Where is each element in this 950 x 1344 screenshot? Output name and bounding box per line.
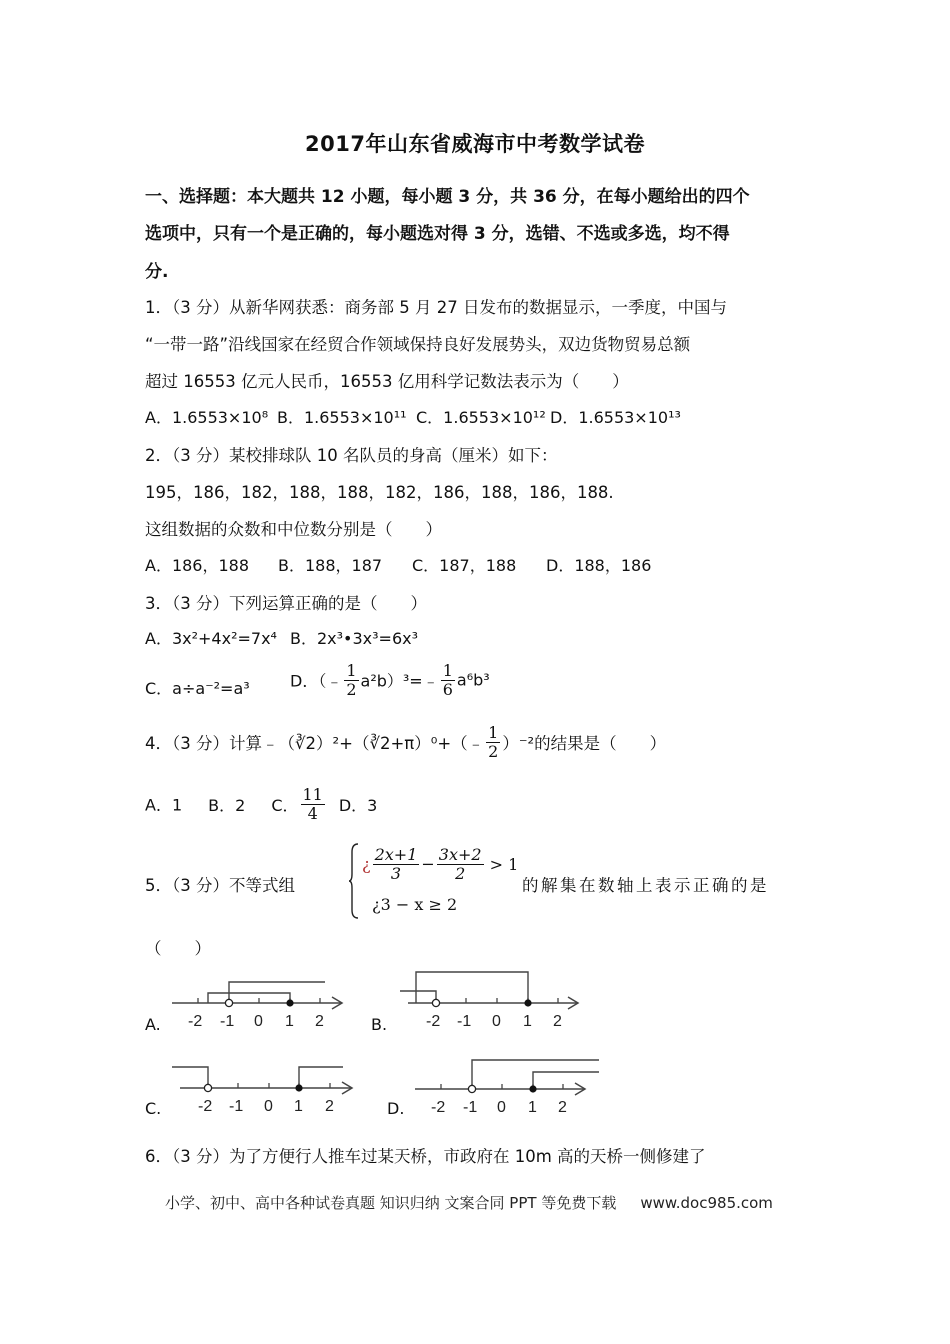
- q1-option-a: A．1.6553×10⁸: [145, 408, 269, 427]
- q5-suffix: 的解集在数轴上表示正确的是: [522, 876, 769, 895]
- q2-line3: 这组数据的众数和中位数分别是（ ）: [145, 520, 442, 539]
- q1-option-c: C．1.6553×10¹²: [416, 408, 546, 427]
- q5-frac1: [373, 846, 420, 882]
- tick-b-0: 0: [492, 1013, 501, 1030]
- q5-system-line1: [362, 846, 518, 882]
- q5-numberline-c: [168, 1059, 358, 1119]
- q5-frac2-num: 3x+2: [438, 845, 482, 864]
- q5-label-a: A.: [145, 1015, 161, 1034]
- q5-label-c: C.: [145, 1099, 162, 1118]
- q5-sys-minus: −: [421, 854, 435, 874]
- q5-sys-mark: ¿: [362, 854, 371, 874]
- q2-option-c: C．187，188: [412, 556, 517, 575]
- q5-brace: [348, 842, 360, 920]
- q3-d-fraction-2: [441, 662, 455, 698]
- q3-d-prefix: D．（﹣: [290, 671, 343, 691]
- q4-option-row: [145, 786, 377, 822]
- tick-c-m1: -1: [229, 1098, 244, 1115]
- q2-option-d: D．188，186: [546, 556, 652, 575]
- tick-d-0: 0: [497, 1099, 506, 1116]
- q5-frac2-den: 2: [455, 863, 466, 883]
- q6-line1: 6．（3 分）为了方便行人推车过某天桥，市政府在 10m 高的天桥一侧修建了: [145, 1147, 706, 1166]
- q4-fraction: [486, 724, 500, 760]
- q2-line1: 2．（3 分）某校排球队 10 名队员的身高（厘米）如下：: [145, 446, 558, 465]
- tick-c-0: 0: [264, 1098, 273, 1115]
- q4-suffix: ）⁻²的结果是（ ）: [502, 734, 667, 754]
- footer: [165, 1192, 773, 1213]
- tick-b-1: 1: [523, 1013, 532, 1030]
- tick-c-2: 2: [325, 1098, 334, 1115]
- tick-a-m1: -1: [220, 1013, 235, 1030]
- section-heading-line1: 一、选择题：本大题共 12 小题，每小题 3 分，共 36 分，在每小题给出的四个: [145, 187, 750, 207]
- q3-option-d: [290, 662, 490, 698]
- q5-blank: （ ）: [145, 939, 211, 958]
- tick-b-m2: -2: [426, 1013, 441, 1030]
- page-title: 2017年山东省威海市中考数学试卷: [305, 132, 645, 156]
- tick-c-m2: -2: [198, 1098, 213, 1115]
- q3-option-c: C．a÷a⁻²=a³: [145, 679, 250, 698]
- q4-frac-num: 1: [488, 723, 499, 742]
- q4-frac-den: 2: [488, 741, 499, 761]
- q5-prefix: 5．（3 分）不等式组: [145, 876, 295, 895]
- tick-b-2: 2: [553, 1013, 562, 1030]
- q1-line3: 超过 16553 亿元人民币，16553 亿用科学记数法表示为（ ）: [145, 372, 629, 391]
- q2-option-a: A．186，188: [145, 556, 250, 575]
- q5-sys-ineq1: > 1: [489, 854, 519, 874]
- tick-a-0: 0: [254, 1013, 263, 1030]
- tick-b-m1: -1: [457, 1013, 472, 1030]
- q5-numberline-d: [413, 1052, 603, 1120]
- q3-d-frac2-num: 1: [442, 661, 453, 680]
- q5-frac1-den: 3: [390, 863, 402, 883]
- q4-option-a: A．1: [145, 795, 183, 815]
- q3-d-frac1-num: 1: [346, 661, 357, 680]
- q4-option-d: D．3: [338, 795, 378, 815]
- q5-frac2: [437, 846, 484, 882]
- q3-option-b: B．2x³•3x³=6x³: [290, 629, 419, 648]
- tick-a-2: 2: [315, 1013, 324, 1030]
- q3-d-fraction-1: [344, 662, 358, 698]
- q1-line2: “一带一路”沿线国家在经贸合作领域保持良好发展势头，双边货物贸易总额: [145, 335, 691, 354]
- q4-option-c-prefix: C．: [271, 795, 299, 815]
- tick-c-1: 1: [294, 1098, 303, 1115]
- q2-line2: 195，186，182，188，188，182，186，188，186，188.: [145, 483, 614, 502]
- tick-a-1: 1: [285, 1013, 294, 1030]
- footer-text: 小学、初中、高中各种试卷真题 知识归纳 文案合同 PPT 等免费下载: [165, 1194, 617, 1212]
- q3-d-mid: a²b）³=﹣: [360, 671, 439, 691]
- q5-numberline-b: [398, 967, 583, 1034]
- q1-line1: 1．（3 分）从新华网获悉：商务部 5 月 27 日发布的数据显示，一季度，中国与: [145, 298, 727, 317]
- q5-frac1-num: 2x+1: [374, 845, 418, 864]
- q4-c-num: 11: [302, 785, 323, 804]
- tick-d-2: 2: [558, 1099, 567, 1116]
- q5-label-b: B.: [371, 1015, 388, 1034]
- q3-d-frac2-den: 6: [442, 679, 453, 699]
- q4-c-den: 4: [307, 803, 318, 823]
- tick-d-m1: -1: [463, 1099, 478, 1116]
- footer-link[interactable]: www.doc985.com: [640, 1194, 773, 1212]
- q4-option-b: B．2: [208, 795, 246, 815]
- section-heading-line2: 选项中，只有一个是正确的，每小题选对得 3 分，选错、不选或多选，均不得: [145, 224, 730, 244]
- q3-line1: 3．（3 分）下列运算正确的是（ ）: [145, 594, 427, 613]
- section-heading-line3: 分.: [145, 262, 169, 282]
- tick-d-1: 1: [528, 1099, 537, 1116]
- q5-system-line2: ¿3 − x ≥ 2: [372, 895, 458, 914]
- q4-option-c-fraction: [301, 786, 325, 822]
- q4-prefix: 4．（3 分）计算﹣（∛2）²+（∛2+π）⁰+（﹣: [145, 734, 485, 754]
- q5-numberline-a: [170, 976, 350, 1034]
- q1-option-d: D．1.6553×10¹³: [550, 408, 681, 427]
- q5-label-d: D.: [387, 1099, 405, 1118]
- q2-option-b: B．188，187: [278, 556, 383, 575]
- tick-d-m2: -2: [431, 1099, 446, 1116]
- q3-d-frac1-den: 2: [346, 679, 357, 699]
- q3-option-a: A．3x²+4x²=7x⁴: [145, 629, 277, 648]
- tick-a-m2: -2: [188, 1013, 203, 1030]
- q3-d-suffix: a⁶b³: [456, 670, 490, 690]
- q1-option-b: B．1.6553×10¹¹: [277, 408, 407, 427]
- q4-line: [145, 724, 666, 760]
